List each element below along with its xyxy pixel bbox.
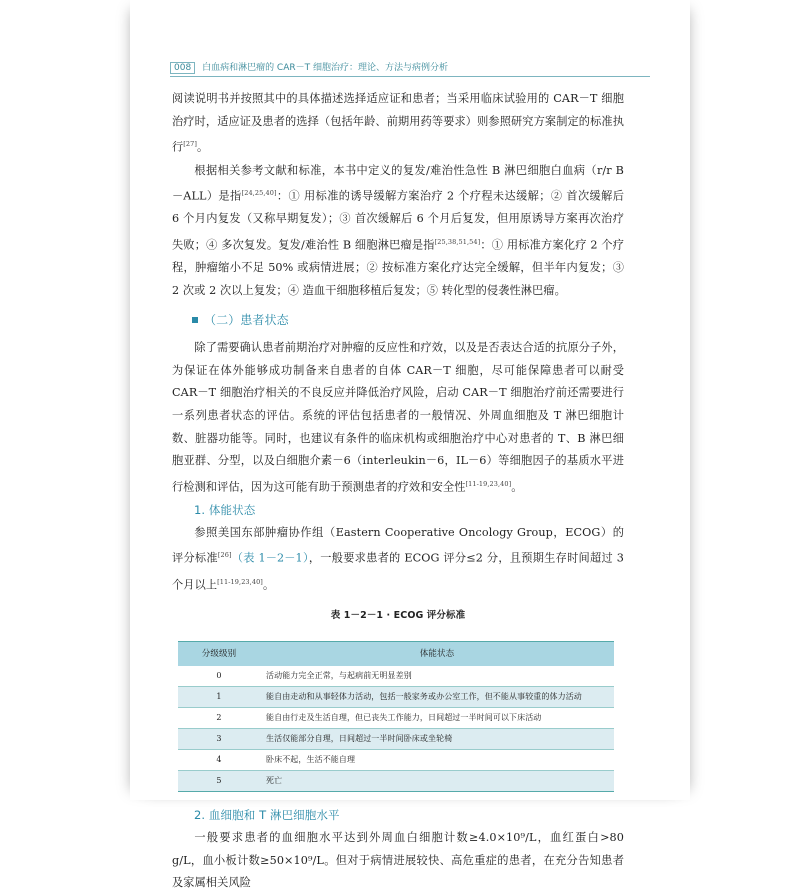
running-header [170,60,650,77]
table-row [178,771,614,792]
table-row [178,687,614,708]
grade-cell: 2 [178,708,260,729]
bullet-square-icon [192,317,198,323]
paragraph-text: 阅读说明书并按照其中的具体描述选择适应证和患者；当采用临床试验用的 CAR－T 细胞治疗时，适应证及患者的选择（包括年龄、前期用药等要求）则参照研究方案制定的标准执行 [172,92,624,154]
status-cell: 能自由走动和从事轻体力活动，包括一般家务或办公室工作，但不能从事较重的体力活动 [260,687,614,708]
paragraph: 除了需要确认患者前期治疗对肿瘤的反应性和疗效，以及是否表达合适的抗原分子外，为保证在体外能够成功制备来自患者的自体 CAR－T 细胞，尽可能保障患者可以耐受 CAR－T 细胞治疗相关的不良反应并降低治疗风险，启动 CAR－T 细胞治疗前还需要进行一系列患者状态的评估。系统的评估包括患者的一般情况、外周血细胞及 T 淋巴细胞计数、脏器功能等。同时，也建议有条件的临床机构或细胞治疗中心对患者的 T、B 淋巴细胞亚群、分型，以及白细胞介素－6（interleukin－6，IL－6）等细胞因子的基质水平进行检测和评估，因为这可能有助于预测患者的疗效和安全性[11-19,23,40]。 [172,341,624,494]
table-row [178,708,614,729]
table-row [178,666,614,687]
grade-cell: 4 [178,750,260,771]
paragraph: 参照美国东部肿瘤协作组（Eastern Cooperative Oncology Group，ECOG）的评分标准[26]（表 1－2－1），一般要求患者的 ECOG 评分≤2 分，且预期生存时间超过 3 个月以上[11-19,23,40]。 [172,525,624,592]
table-reference-link[interactable]: （表 1－2－1） [231,551,309,565]
citation: [11-19,23,40] [465,479,512,488]
status-cell: 活动能力完全正常，与起病前无明显差别 [260,666,614,687]
paragraph-text: ：① 用标准方案化疗 2 个疗程，肿瘤缩小不足 50% 或病情进展；② 按标准方案化疗达完全缓解，但半年内复发；③ 2 次或 2 次以上复发；④ 造血干细胞移植后复发；⑤ 转化型的侵袭性淋巴瘤。 [172,238,624,297]
paragraph [172,160,624,303]
table-header-row [178,642,614,667]
citation: [11-19,23,40] [217,577,263,586]
subsection-heading: 1. 体能状态 [194,503,256,518]
section-heading [192,309,624,332]
paragraph-text: 根据相关参考文献和标准，本书中定义的复发/难治性急性 B 淋巴细胞白血病（r/r B－ALL）是指 [172,163,624,203]
status-cell: 能自由行走及生活自理，但已丧失工作能力，日间超过一半时间可以下床活动 [260,708,614,729]
status-cell: 死亡 [260,771,614,792]
column-header: 体能状态 [260,642,614,667]
grade-cell: 1 [178,687,260,708]
grade-cell: 0 [178,666,260,687]
citation: [24,25,40] [241,189,277,198]
citation: [25,38,51,54] [434,238,481,247]
ecog-table [178,641,614,792]
paragraph-text: ：① 用标准的诱导缓解方案治疗 2 个疗程未达缓解；② 首次缓解后 6 个月内复发（又称早期复发）；③ 首次缓解后 6 个月后复发，但用原诱导方案再次治疗失败；④ 多次复发。复发/难治性 B 细胞淋巴瘤是指 [172,189,624,252]
paragraph: 一般要求患者的血细胞水平达到外周血白细胞计数≥4.0×10⁹/L，血红蛋白>80 g/L，血小板计数≥50×10⁹/L。但对于病情进展较快、高危重症的患者，在充分告知患者及家属相关风险 [172,831,624,890]
citation: [27] [183,140,198,149]
paragraph: 阅读说明书并按照其中的具体描述选择适应证和患者；当采用临床试验用的 CAR－T 细胞治疗时，适应证及患者的选择（包括年龄、前期用药等要求）则参照研究方案制定的标准执行[27]。 [172,92,624,154]
table-row [178,729,614,750]
table-row [178,750,614,771]
grade-cell: 5 [178,771,260,792]
subsection-heading: 2. 血细胞和 T 淋巴细胞水平 [194,808,340,823]
paragraph-text: 除了需要确认患者前期治疗对肿瘤的反应性和疗效，以及是否表达合适的抗原分子外，为保证在体外能够成功制备来自患者的自体 CAR－T 细胞，尽可能保障患者可以耐受 CAR－T 细胞治疗相关的不良反应并降低治疗风险，启动 CAR－T 细胞治疗前还需要进行一系列患者状态的评估。系统的评估包括患者的一般情况、外周血细胞及 T 淋巴细胞计数、脏器功能等。同时，也建议有条件的临床机构或细胞治疗中心对患者的 T、B 淋巴细胞亚群、分型，以及白细胞介素－6（interleukin－6，IL－6）等细胞因子的基质水平进行检测和评估，因为这可能有助于预测患者的疗效和安全性 [172,341,624,494]
book-title: 白血病和淋巴瘤的 CAR－T 细胞治疗：理论、方法与病例分析 [202,63,448,73]
column-header: 分级级别 [178,642,260,667]
section-heading-text: （二）患者状态 [204,312,289,327]
paragraph-text: 参照美国东部肿瘤协作组（Eastern Cooperative Oncology Group，ECOG）的评分标准 [172,525,624,565]
status-cell: 卧床不起，生活不能自理 [260,750,614,771]
grade-cell: 3 [178,729,260,750]
paragraph-text: ，一般要求患者的 ECOG 评分≤2 分，且预期生存时间超过 3 个月以上 [172,551,624,592]
citation: [26] [217,551,232,560]
page-body [172,88,624,895]
page-number: 008 [170,62,195,74]
status-cell: 生活仅能部分自理，日间超过一半时间卧床或坐轮椅 [260,729,614,750]
table-caption: 表 1－2－1 · ECOG 评分标准 [330,609,466,621]
